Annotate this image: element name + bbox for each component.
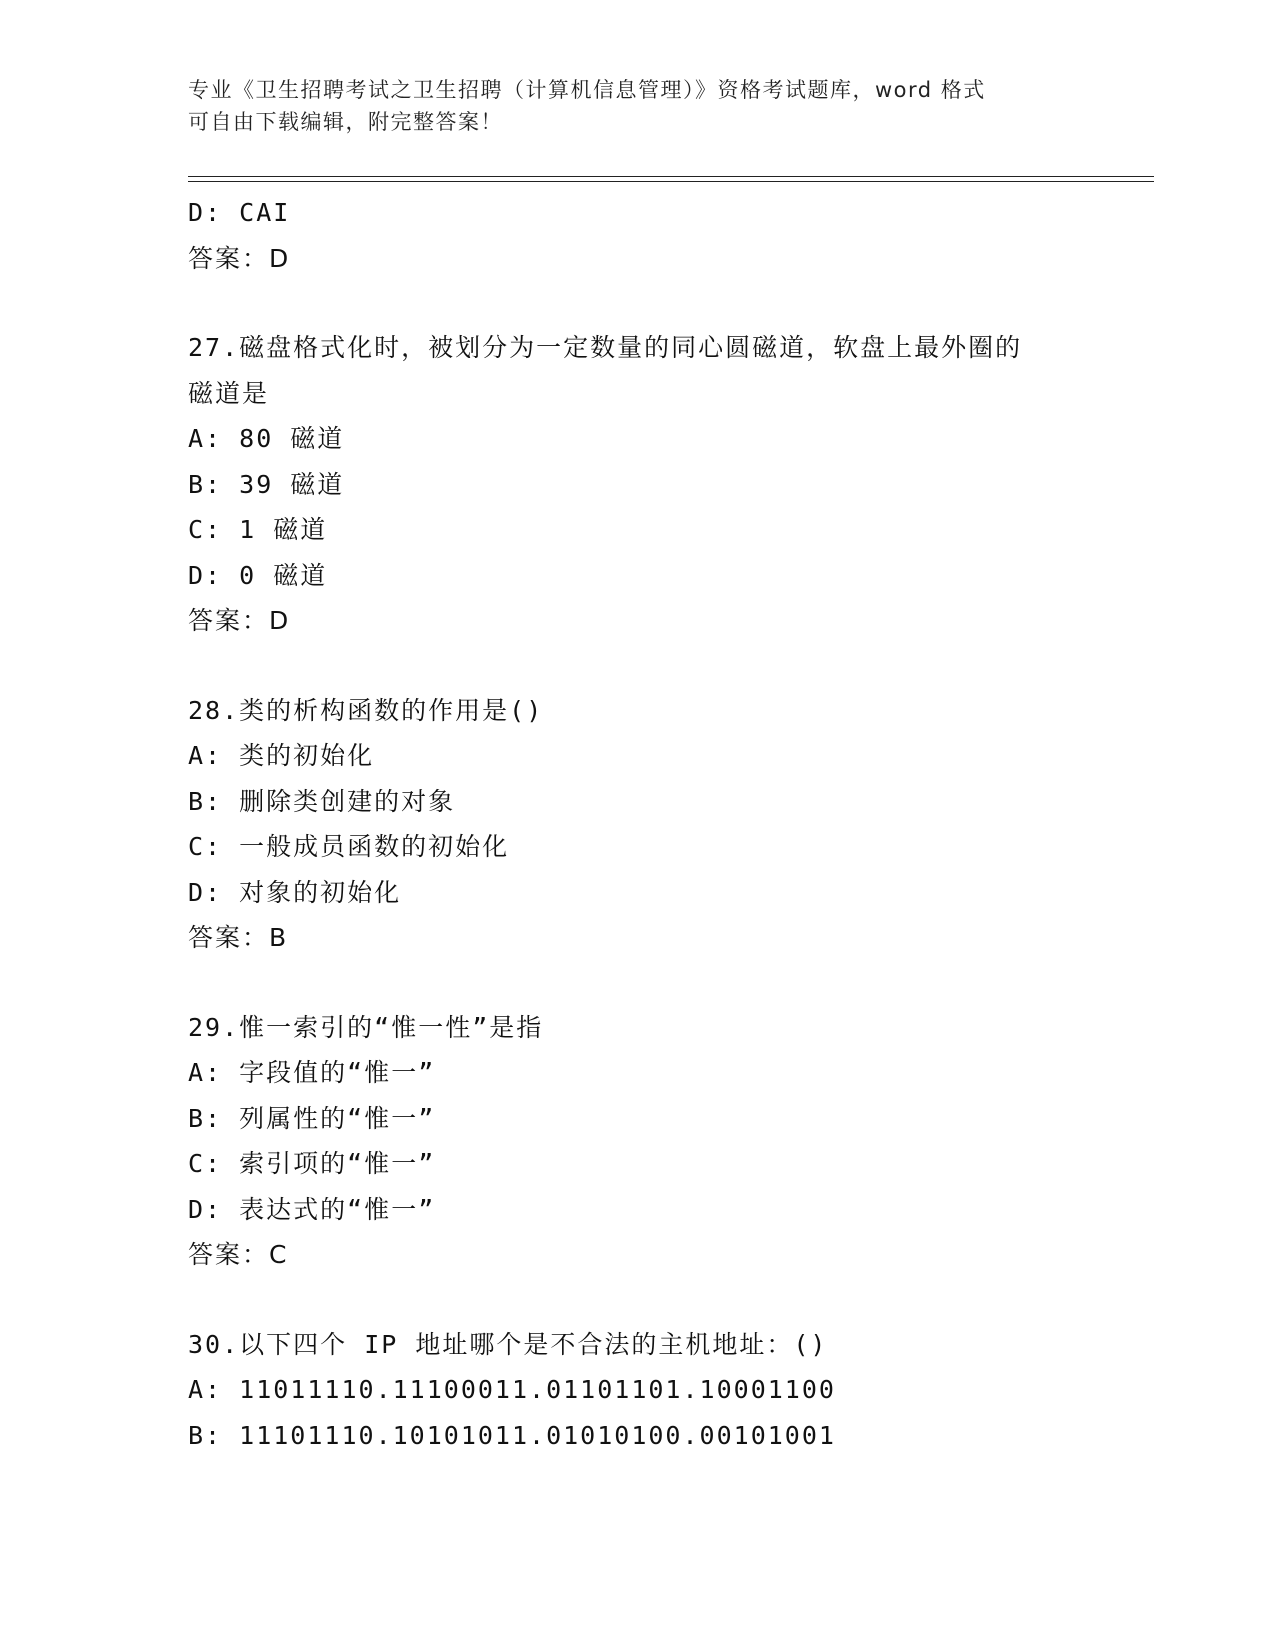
option-b: B: 列属性的“惟一”	[188, 1103, 436, 1133]
spacer	[188, 281, 1088, 325]
question-29	[188, 1005, 1088, 1278]
option-b: B: 39 磁道	[188, 469, 345, 499]
question-30	[188, 1322, 1088, 1459]
option-c: C: 索引项的“惟一”	[188, 1149, 436, 1178]
question-stem: 28.类的析构函数的作用是()	[188, 695, 544, 725]
spacer	[188, 961, 1088, 1005]
option-d: D: 0 磁道	[188, 560, 328, 590]
option-c: C: 1 磁道	[188, 515, 328, 544]
option-b: B: 11101110.10101011.01010100.00101001	[188, 1420, 836, 1450]
question-27	[188, 325, 1088, 644]
option-d: D: CAI	[188, 198, 291, 227]
option-a: A: 80 磁道	[188, 424, 345, 453]
answer-line: 答案：B	[188, 923, 289, 952]
header-divider-bottom	[188, 181, 1154, 182]
answer-line: 答案：D	[188, 606, 291, 635]
answer-line: 答案：D	[188, 243, 291, 273]
option-a: A: 类的初始化	[188, 741, 375, 770]
option-d: D: 对象的初始化	[188, 877, 402, 907]
option-a: A: 11011110.11100011.01101101.10001100	[188, 1375, 836, 1404]
question-stem-continued: 磁道是	[188, 378, 270, 408]
option-c: C: 一般成员函数的初始化	[188, 832, 510, 861]
question-stem: 27.磁盘格式化时，被划分为一定数量的同心圆磁道，软盘上最外圈的	[188, 333, 1023, 362]
option-b: B: 删除类创建的对象	[188, 786, 456, 816]
previous-question-tail	[188, 190, 1088, 281]
header-divider-top	[188, 176, 1154, 177]
spacer	[188, 1278, 1088, 1322]
option-d: D: 表达式的“惟一”	[188, 1194, 436, 1224]
question-list	[188, 190, 1088, 1458]
question-stem: 30.以下四个 IP 地址哪个是不合法的主机地址：()	[188, 1329, 828, 1359]
header-line-2: 可自由下载编辑，附完整答案！	[188, 110, 503, 134]
spacer	[188, 644, 1088, 688]
answer-line: 答案：C	[188, 1240, 289, 1269]
question-stem: 29.惟一索引的“惟一性”是指	[188, 1012, 544, 1042]
question-28	[188, 688, 1088, 961]
document-header	[188, 74, 1088, 138]
option-a: A: 字段值的“惟一”	[188, 1058, 436, 1087]
header-line-1: 专业《卫生招聘考试之卫生招聘（计算机信息管理）》资格考试题库，word 格式	[188, 78, 986, 102]
